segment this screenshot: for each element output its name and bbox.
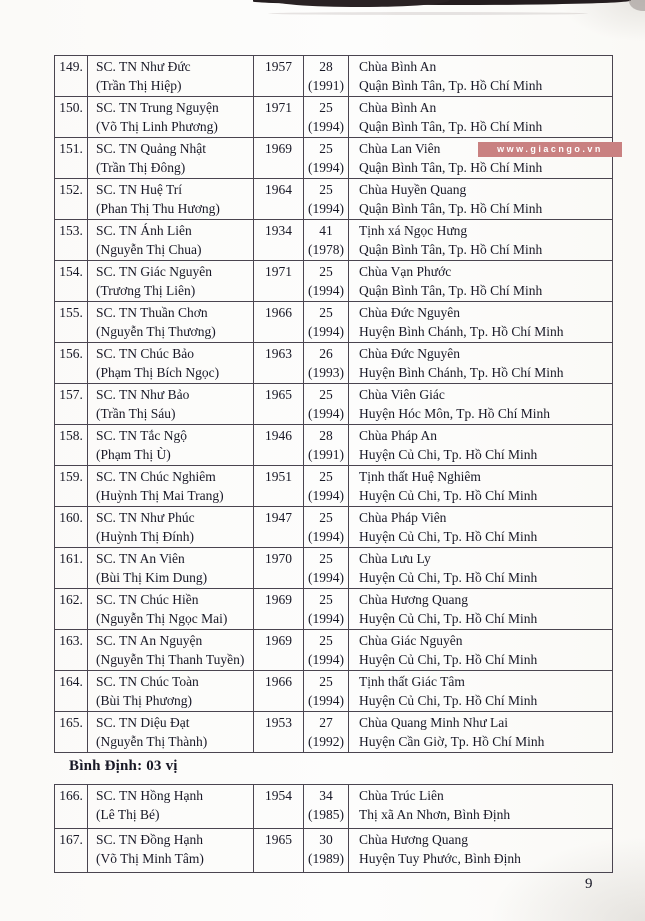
dharma-name: SC. TN Như Đức bbox=[96, 59, 191, 74]
registry-table-hcm-body bbox=[55, 56, 613, 753]
temple-name: Tịnh thất Giác Tâm bbox=[359, 674, 465, 689]
temple-name: Chùa Huyền Quang bbox=[359, 182, 467, 197]
age-value: 27 bbox=[319, 715, 333, 730]
temple-name: Chùa Hương Quang bbox=[359, 592, 468, 607]
row-index: 157. bbox=[55, 384, 88, 425]
age-cell bbox=[304, 343, 349, 384]
table-row bbox=[55, 179, 613, 220]
row-index: 166. bbox=[55, 785, 88, 829]
address-cell bbox=[349, 589, 613, 630]
ordination-year: (1994) bbox=[308, 119, 344, 134]
address-cell bbox=[349, 425, 613, 466]
age-value: 25 bbox=[319, 305, 333, 320]
name-cell bbox=[88, 548, 254, 589]
ordination-year: (1994) bbox=[308, 160, 344, 175]
age-cell bbox=[304, 220, 349, 261]
ordination-year: (1993) bbox=[308, 365, 344, 380]
birth-year-cell: 1954 bbox=[254, 785, 304, 829]
birth-name: (Lê Thị Bé) bbox=[96, 807, 160, 822]
temple-name: Tịnh thất Huệ Nghiêm bbox=[359, 469, 481, 484]
name-cell bbox=[88, 589, 254, 630]
age-cell bbox=[304, 261, 349, 302]
row-index: 155. bbox=[55, 302, 88, 343]
birth-year-cell: 1934 bbox=[254, 220, 304, 261]
dharma-name: SC. TN Đồng Hạnh bbox=[96, 832, 204, 847]
row-index: 158. bbox=[55, 425, 88, 466]
address-cell bbox=[349, 466, 613, 507]
row-index: 160. bbox=[55, 507, 88, 548]
name-cell bbox=[88, 507, 254, 548]
registry-table-binh-dinh-body bbox=[55, 785, 613, 873]
age-cell bbox=[304, 179, 349, 220]
age-value: 26 bbox=[319, 346, 333, 361]
birth-name: (Trần Thị Hiệp) bbox=[96, 78, 182, 93]
temple-name: Chùa Đức Nguyên bbox=[359, 305, 461, 320]
table-row bbox=[55, 671, 613, 712]
address-cell bbox=[349, 630, 613, 671]
birth-name: (Bùi Thị Phương) bbox=[96, 693, 192, 708]
birth-name: (Trương Thị Liên) bbox=[96, 283, 196, 298]
birth-name: (Nguyễn Thị Thanh Tuyền) bbox=[96, 652, 245, 667]
birth-year-cell: 1970 bbox=[254, 548, 304, 589]
locality: Quận Bình Tân, Tp. Hồ Chí Minh bbox=[359, 119, 543, 134]
address-cell bbox=[349, 671, 613, 712]
birth-year-cell: 1971 bbox=[254, 261, 304, 302]
address-cell bbox=[349, 785, 613, 829]
temple-name: Chùa Lan Viên bbox=[359, 141, 441, 156]
birth-year-cell: 1965 bbox=[254, 829, 304, 873]
dharma-name: SC. TN Chúc Nghiêm bbox=[96, 469, 216, 484]
dharma-name: SC. TN Như Phúc bbox=[96, 510, 195, 525]
scan-edge-artifact-shadow bbox=[268, 12, 588, 15]
dharma-name: SC. TN Hồng Hạnh bbox=[96, 788, 204, 803]
address-cell bbox=[349, 829, 613, 873]
age-cell bbox=[304, 829, 349, 873]
age-cell bbox=[304, 138, 349, 179]
age-cell bbox=[304, 384, 349, 425]
row-index: 151. bbox=[55, 138, 88, 179]
age-value: 30 bbox=[319, 832, 333, 847]
locality: Huyện Bình Chánh, Tp. Hồ Chí Minh bbox=[359, 365, 564, 380]
ordination-year: (1994) bbox=[308, 324, 344, 339]
name-cell bbox=[88, 261, 254, 302]
registry-table-hcm bbox=[54, 55, 613, 753]
age-value: 25 bbox=[319, 469, 333, 484]
dharma-name: SC. TN An Viên bbox=[96, 551, 185, 566]
age-value: 25 bbox=[319, 387, 333, 402]
name-cell bbox=[88, 56, 254, 97]
row-index: 156. bbox=[55, 343, 88, 384]
temple-name: Chùa Viên Giác bbox=[359, 387, 445, 402]
age-value: 28 bbox=[319, 428, 333, 443]
age-value: 25 bbox=[319, 182, 333, 197]
birth-name: (Nguyễn Thị Thương) bbox=[96, 324, 216, 339]
address-cell bbox=[349, 97, 613, 138]
ordination-year: (1992) bbox=[308, 734, 344, 749]
name-cell bbox=[88, 712, 254, 753]
birth-year-cell: 1947 bbox=[254, 507, 304, 548]
ordination-year: (1985) bbox=[308, 807, 344, 822]
ordination-year: (1978) bbox=[308, 242, 344, 257]
scan-edge-artifact-top-thick bbox=[270, 0, 450, 7]
address-cell bbox=[349, 384, 613, 425]
temple-name: Chùa Pháp An bbox=[359, 428, 438, 443]
ordination-year: (1994) bbox=[308, 529, 344, 544]
dharma-name: SC. TN Quảng Nhật bbox=[96, 141, 206, 156]
giacngo-watermark: www.giacngo.vn bbox=[478, 142, 622, 157]
age-cell bbox=[304, 630, 349, 671]
birth-name: (Võ Thị Linh Phương) bbox=[96, 119, 218, 134]
table-row bbox=[55, 425, 613, 466]
address-cell bbox=[349, 712, 613, 753]
age-cell bbox=[304, 671, 349, 712]
name-cell bbox=[88, 179, 254, 220]
locality: Quận Bình Tân, Tp. Hồ Chí Minh bbox=[359, 78, 543, 93]
temple-name: Chùa Pháp Viên bbox=[359, 510, 447, 525]
name-cell bbox=[88, 384, 254, 425]
name-cell bbox=[88, 302, 254, 343]
table-row bbox=[55, 712, 613, 753]
ordination-year: (1994) bbox=[308, 406, 344, 421]
dharma-name: SC. TN Ánh Liên bbox=[96, 223, 192, 238]
table-row bbox=[55, 56, 613, 97]
temple-name: Chùa Giác Nguyên bbox=[359, 633, 463, 648]
row-index: 150. bbox=[55, 97, 88, 138]
age-cell bbox=[304, 56, 349, 97]
name-cell bbox=[88, 220, 254, 261]
temple-name: Chùa Bình An bbox=[359, 100, 437, 115]
birth-name: (Nguyễn Thị Ngọc Mai) bbox=[96, 611, 228, 626]
table-row bbox=[55, 97, 613, 138]
birth-year-cell: 1965 bbox=[254, 384, 304, 425]
birth-year-cell: 1953 bbox=[254, 712, 304, 753]
locality: Huyện Cần Giờ, Tp. Hồ Chí Minh bbox=[359, 734, 545, 749]
birth-name: (Phạm Thị Bích Ngọc) bbox=[96, 365, 220, 380]
locality: Huyện Củ Chi, Tp. Hồ Chí Minh bbox=[359, 611, 538, 626]
row-index: 163. bbox=[55, 630, 88, 671]
birth-year-cell: 1951 bbox=[254, 466, 304, 507]
ordination-year: (1994) bbox=[308, 652, 344, 667]
birth-year-cell: 1969 bbox=[254, 630, 304, 671]
age-value: 25 bbox=[319, 264, 333, 279]
dharma-name: SC. TN Tắc Ngộ bbox=[96, 428, 187, 443]
dharma-name: SC. TN Chúc Hiền bbox=[96, 592, 199, 607]
age-cell bbox=[304, 589, 349, 630]
birth-year-cell: 1963 bbox=[254, 343, 304, 384]
birth-name: (Huỳnh Thị Đính) bbox=[96, 529, 194, 544]
birth-year-cell: 1966 bbox=[254, 671, 304, 712]
table-row bbox=[55, 630, 613, 671]
row-index: 159. bbox=[55, 466, 88, 507]
registry-table-binh-dinh bbox=[54, 784, 613, 873]
address-cell bbox=[349, 220, 613, 261]
locality: Huyện Bình Chánh, Tp. Hồ Chí Minh bbox=[359, 324, 564, 339]
locality: Huyện Hóc Môn, Tp. Hồ Chí Minh bbox=[359, 406, 550, 421]
name-cell bbox=[88, 829, 254, 873]
dharma-name: SC. TN An Nguyện bbox=[96, 633, 203, 648]
table-row bbox=[55, 343, 613, 384]
table-row bbox=[55, 507, 613, 548]
birth-name: (Nguyễn Thị Chua) bbox=[96, 242, 202, 257]
table-row bbox=[55, 384, 613, 425]
address-cell bbox=[349, 507, 613, 548]
age-cell bbox=[304, 302, 349, 343]
birth-name: (Nguyễn Thị Thành) bbox=[96, 734, 208, 749]
row-index: 165. bbox=[55, 712, 88, 753]
age-cell bbox=[304, 548, 349, 589]
age-cell bbox=[304, 97, 349, 138]
row-index: 164. bbox=[55, 671, 88, 712]
birth-name: (Phạm Thị Ù) bbox=[96, 447, 171, 462]
row-index: 149. bbox=[55, 56, 88, 97]
dharma-name: SC. TN Giác Nguyên bbox=[96, 264, 212, 279]
age-cell bbox=[304, 507, 349, 548]
age-value: 25 bbox=[319, 674, 333, 689]
address-cell bbox=[349, 548, 613, 589]
dharma-name: SC. TN Chúc Toàn bbox=[96, 674, 199, 689]
dharma-name: SC. TN Huệ Trí bbox=[96, 182, 183, 197]
locality: Quận Bình Tân, Tp. Hồ Chí Minh bbox=[359, 160, 543, 175]
locality: Huyện Củ Chi, Tp. Hồ Chí Minh bbox=[359, 652, 538, 667]
ordination-year: (1994) bbox=[308, 283, 344, 298]
dharma-name: SC. TN Diệu Đạt bbox=[96, 715, 190, 730]
dharma-name: SC. TN Thuần Chơn bbox=[96, 305, 208, 320]
locality: Huyện Tuy Phước, Bình Định bbox=[359, 851, 521, 866]
scan-corner-smudge bbox=[629, 0, 645, 11]
section-heading-binh-dinh: Bình Định: 03 vị bbox=[69, 758, 178, 774]
birth-year-cell: 1966 bbox=[254, 302, 304, 343]
dharma-name: SC. TN Chúc Bảo bbox=[96, 346, 195, 361]
temple-name: Chùa Trúc Liên bbox=[359, 788, 444, 803]
birth-name: (Trần Thị Sáu) bbox=[96, 406, 176, 421]
temple-name: Chùa Hương Quang bbox=[359, 832, 468, 847]
birth-name: (Bùi Thị Kim Dung) bbox=[96, 570, 208, 585]
row-index: 154. bbox=[55, 261, 88, 302]
row-index: 162. bbox=[55, 589, 88, 630]
name-cell bbox=[88, 466, 254, 507]
locality: Quận Bình Tân, Tp. Hồ Chí Minh bbox=[359, 283, 543, 298]
age-value: 34 bbox=[319, 788, 333, 803]
name-cell bbox=[88, 138, 254, 179]
table-row bbox=[55, 589, 613, 630]
locality: Huyện Củ Chi, Tp. Hồ Chí Minh bbox=[359, 529, 538, 544]
table-row bbox=[55, 466, 613, 507]
name-cell bbox=[88, 785, 254, 829]
address-cell bbox=[349, 343, 613, 384]
locality: Huyện Củ Chi, Tp. Hồ Chí Minh bbox=[359, 570, 538, 585]
row-index: 167. bbox=[55, 829, 88, 873]
birth-year-cell: 1969 bbox=[254, 138, 304, 179]
age-value: 25 bbox=[319, 633, 333, 648]
temple-name: Chùa Đức Nguyên bbox=[359, 346, 461, 361]
temple-name: Chùa Quang Minh Như Lai bbox=[359, 715, 509, 730]
name-cell bbox=[88, 671, 254, 712]
temple-name: Chùa Bình An bbox=[359, 59, 437, 74]
age-value: 25 bbox=[319, 510, 333, 525]
address-cell bbox=[349, 261, 613, 302]
temple-name: Chùa Vạn Phước bbox=[359, 264, 452, 279]
ordination-year: (1994) bbox=[308, 488, 344, 503]
locality: Quận Bình Tân, Tp. Hồ Chí Minh bbox=[359, 242, 543, 257]
table-row bbox=[55, 829, 613, 873]
age-value: 25 bbox=[319, 141, 333, 156]
ordination-year: (1994) bbox=[308, 201, 344, 216]
ordination-year: (1994) bbox=[308, 570, 344, 585]
birth-year-cell: 1946 bbox=[254, 425, 304, 466]
temple-name: Chùa Lưu Ly bbox=[359, 551, 431, 566]
age-value: 41 bbox=[319, 223, 333, 238]
ordination-year: (1989) bbox=[308, 851, 344, 866]
birth-name: (Phan Thị Thu Hương) bbox=[96, 201, 220, 216]
address-cell bbox=[349, 302, 613, 343]
birth-name: (Huỳnh Thị Mai Trang) bbox=[96, 488, 224, 503]
birth-name: (Võ Thị Minh Tâm) bbox=[96, 851, 204, 866]
table-row bbox=[55, 261, 613, 302]
age-value: 25 bbox=[319, 551, 333, 566]
locality: Thị xã An Nhơn, Bình Định bbox=[359, 807, 511, 822]
name-cell bbox=[88, 630, 254, 671]
table-row bbox=[55, 220, 613, 261]
row-index: 153. bbox=[55, 220, 88, 261]
age-cell bbox=[304, 712, 349, 753]
birth-name: (Trần Thị Đông) bbox=[96, 160, 186, 175]
age-value: 25 bbox=[319, 592, 333, 607]
age-value: 28 bbox=[319, 59, 333, 74]
birth-year-cell: 1964 bbox=[254, 179, 304, 220]
locality: Huyện Củ Chi, Tp. Hồ Chí Minh bbox=[359, 488, 538, 503]
dharma-name: SC. TN Trung Nguyện bbox=[96, 100, 219, 115]
birth-year-cell: 1969 bbox=[254, 589, 304, 630]
temple-name: Tịnh xá Ngọc Hưng bbox=[359, 223, 468, 238]
ordination-year: (1991) bbox=[308, 78, 344, 93]
address-cell bbox=[349, 56, 613, 97]
address-cell bbox=[349, 179, 613, 220]
birth-year-cell: 1971 bbox=[254, 97, 304, 138]
birth-year-cell: 1957 bbox=[254, 56, 304, 97]
ordination-year: (1994) bbox=[308, 693, 344, 708]
age-value: 25 bbox=[319, 100, 333, 115]
name-cell bbox=[88, 343, 254, 384]
ordination-year: (1994) bbox=[308, 611, 344, 626]
name-cell bbox=[88, 97, 254, 138]
age-cell bbox=[304, 425, 349, 466]
age-cell bbox=[304, 785, 349, 829]
locality: Huyện Củ Chi, Tp. Hồ Chí Minh bbox=[359, 693, 538, 708]
locality: Huyện Củ Chi, Tp. Hồ Chí Minh bbox=[359, 447, 538, 462]
dharma-name: SC. TN Như Bảo bbox=[96, 387, 190, 402]
locality: Quận Bình Tân, Tp. Hồ Chí Minh bbox=[359, 201, 543, 216]
ordination-year: (1991) bbox=[308, 447, 344, 462]
table-row bbox=[55, 548, 613, 589]
age-cell bbox=[304, 466, 349, 507]
table-row bbox=[55, 302, 613, 343]
page-number: 9 bbox=[585, 876, 593, 892]
table-row bbox=[55, 785, 613, 829]
row-index: 152. bbox=[55, 179, 88, 220]
name-cell bbox=[88, 425, 254, 466]
row-index: 161. bbox=[55, 548, 88, 589]
